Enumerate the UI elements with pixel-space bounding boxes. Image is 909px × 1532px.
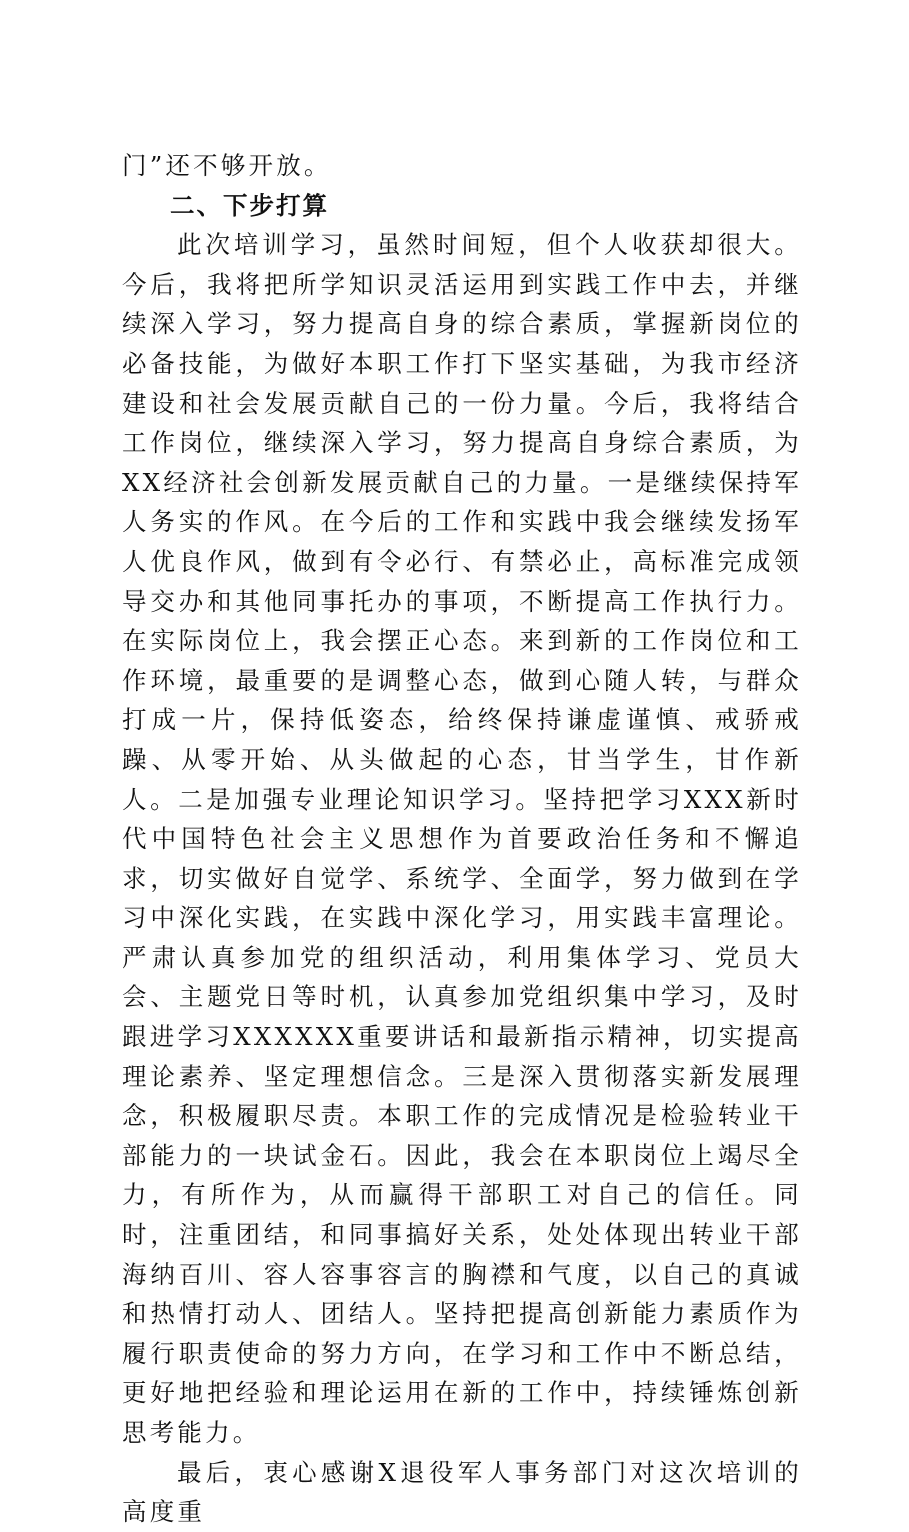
section-heading: 二、下步打算	[170, 190, 329, 220]
document-body	[122, 146, 802, 1532]
body-paragraph: 此次培训学习，虽然时间短，但个人收获却很大。今后，我将把所学知识灵活运用到实践工作中去，并继续深入学习，努力提高自身的综合素质，掌握新岗位的必备技能，为做好本职工作打下坚实基础，为我市经济建设和社会发展贡献自己的一份力量。今后，我将结合工作岗位，继续深入学习，努力提高自身综合素质，为XX经济社会创新发展贡献自己的力量。一是继续保持军人务实的作风。在今后的工作和实践中我会继续发扬军人优良作风，做到有令必行、有禁必止，高标准完成领导交办和其他同事托办的事项，不断提高工作执行力。在实际岗位上，我会摆正心态。来到新的工作岗位和工作环境，最重要的是调整心态，做到心随人转，与群众打成一片，保持低姿态，给终保持谦虚谨慎、戒骄戒躁、从零开始、从头做起的心态，甘当学生，甘作新人。二是加强专业理论知识学习。坚持把学习XXX新时代中国特色社会主义思想作为首要政治任务和不懈追求，切实做好自觉学、系统学、全面学，努力做到在学习中深化实践，在实践中深化学习，用实践丰富理论。严肃认真参加党的组织活动，利用集体学习、党员大会、主题党日等时机，认真参加党组织集中学习，及时跟进学习XXXXXX重要讲话和最新指示精神，切实提高理论素养、坚定理想信念。三是深入贯彻落实新发展理念，积极履职尽责。本职工作的完成情况是检验转业干部能力的一块试金石。因此，我会在本职岗位上竭尽全力，有所作为，从而赢得干部职工对自己的信任。同时，注重团结，和同事搞好关系，处处体现出转业干部海纳百川、容人容事容言的胸襟和气度，以自己的真诚和热情打动人、团结人。坚持把提高创新能力素质作为履行职责使命的努力方向，在学习和工作中不断总结，更好地把经验和理论运用在新的工作中，持续锤炼创新思考能力。	[122, 230, 802, 1447]
closing-paragraph: 最后，衷心感谢X退役军人事务部门对这次培训的高度重	[122, 1457, 802, 1527]
continuation-line: 门”还不够开放。	[122, 151, 332, 180]
